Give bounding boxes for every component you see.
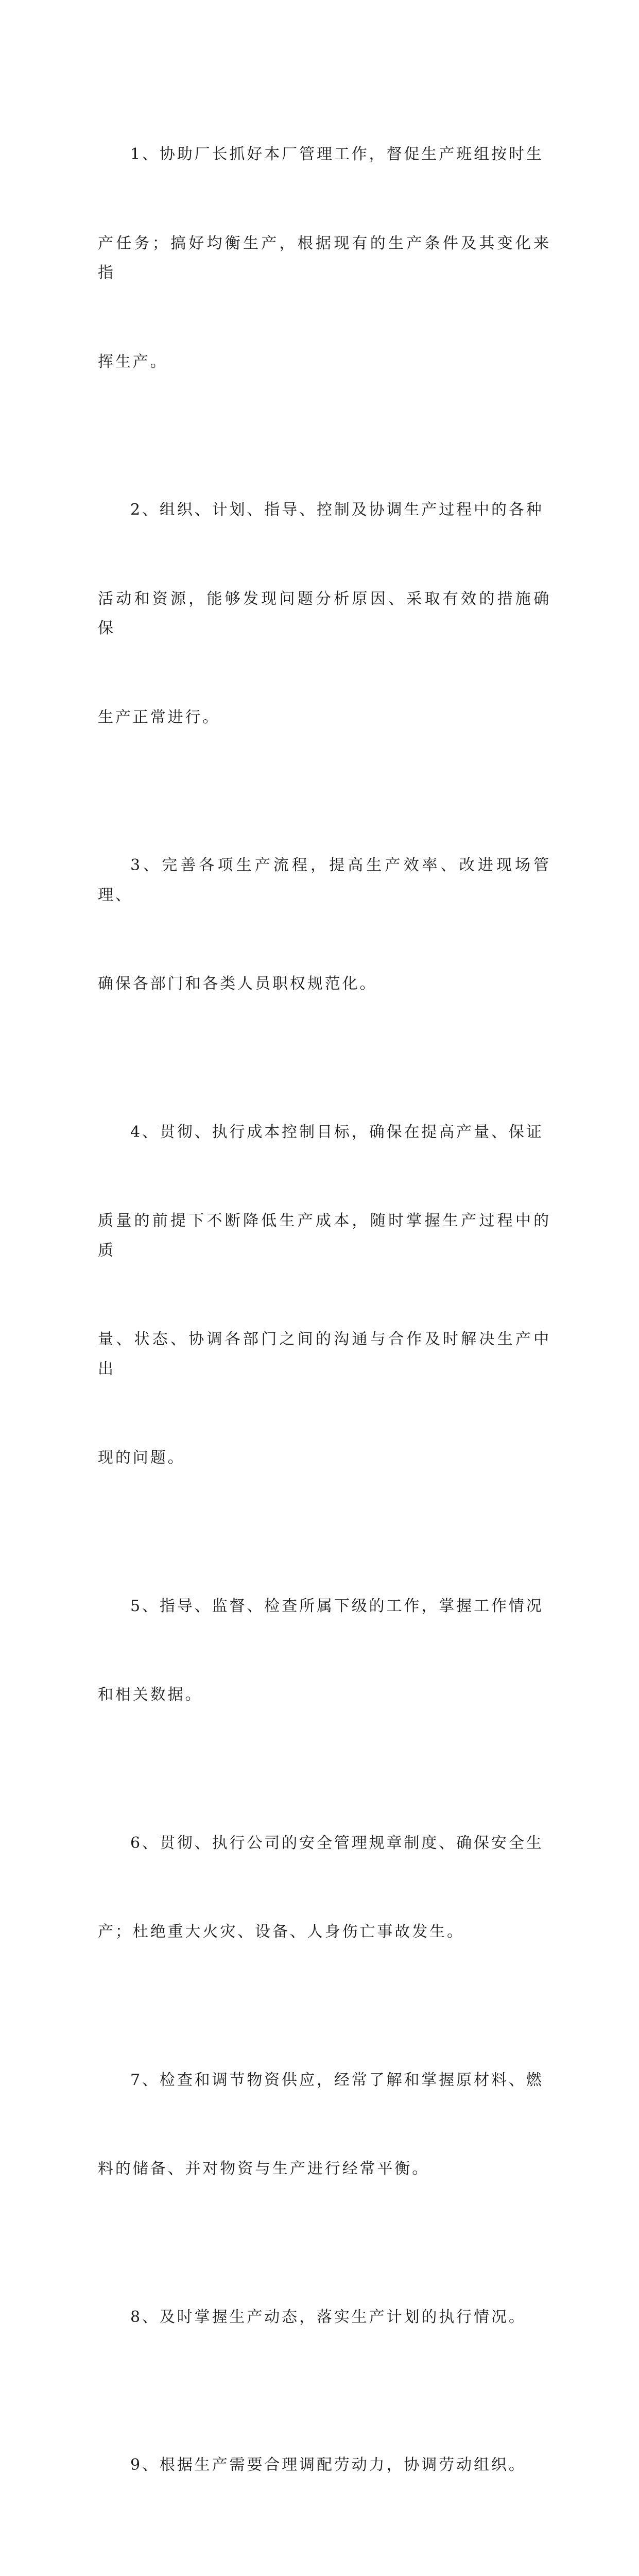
paragraph-line: 2、组织、计划、指导、控制及协调生产过程中的各种 (98, 495, 551, 525)
paragraph-line: 料的储备、并对物资与生产进行经常平衡。 (98, 2154, 551, 2184)
paragraph-8 (98, 2243, 551, 2392)
paragraph-line: 质量的前提下不断降低生产成本，随时掌握生产过程中的质 (98, 1206, 551, 1265)
paragraph-line: 6、贯彻、执行公司的安全管理规章制度、确保安全生 (98, 1828, 551, 1858)
paragraph-1 (98, 80, 551, 436)
paragraph-5 (98, 1532, 551, 1769)
paragraph-line: 活动和资源，能够发现问题分析原因、采取有效的措施确保 (98, 584, 551, 643)
paragraph-line: 1、协助厂长抓好本厂管理工作，督促生产班组按时生 (98, 140, 551, 170)
paragraph-2 (98, 436, 551, 791)
paragraph-line: 现的问题。 (98, 1443, 551, 1473)
paragraph-line: 和相关数据。 (98, 1680, 551, 1710)
paragraph-line: 7、检查和调节物资供应，经常了解和掌握原材料、燃 (98, 2065, 551, 2095)
paragraph-line: 量、状态、协调各部门之间的沟通与合作及时解决生产中出 (98, 1325, 551, 1384)
paragraph-line: 5、指导、监督、检查所属下级的工作，掌握工作情况 (98, 1591, 551, 1621)
paragraph-line: 确保各部门和各类人员职权规范化。 (98, 969, 551, 999)
paragraph-10 (98, 2539, 551, 2576)
paragraph-6 (98, 1769, 551, 2006)
paragraph-line: 4、贯彻、执行成本控制目标，确保在提高产量、保证 (98, 1117, 551, 1147)
document-page (0, 0, 639, 904)
paragraph-7 (98, 2006, 551, 2243)
paragraph-line: 产；杜绝重大火灾、设备、人身伤亡事故发生。 (98, 1917, 551, 1947)
paragraph-4 (98, 1058, 551, 1532)
paragraph-line: 生产正常进行。 (98, 703, 551, 733)
paragraph-9 (98, 2391, 551, 2539)
document-body (98, 80, 551, 2576)
paragraph-line: 9、根据生产需要合理调配劳动力，协调劳动组织。 (98, 2450, 551, 2480)
paragraph-line: 3、完善各项生产流程，提高生产效率、改进现场管理、 (98, 851, 551, 910)
paragraph-3 (98, 791, 551, 1058)
paragraph-line: 产任务；搞好均衡生产，根据现有的生产条件及其变化来指 (98, 229, 551, 288)
paragraph-line: 挥生产。 (98, 347, 551, 377)
paragraph-line: 8、及时掌握生产动态，落实生产计划的执行情况。 (98, 2302, 551, 2332)
